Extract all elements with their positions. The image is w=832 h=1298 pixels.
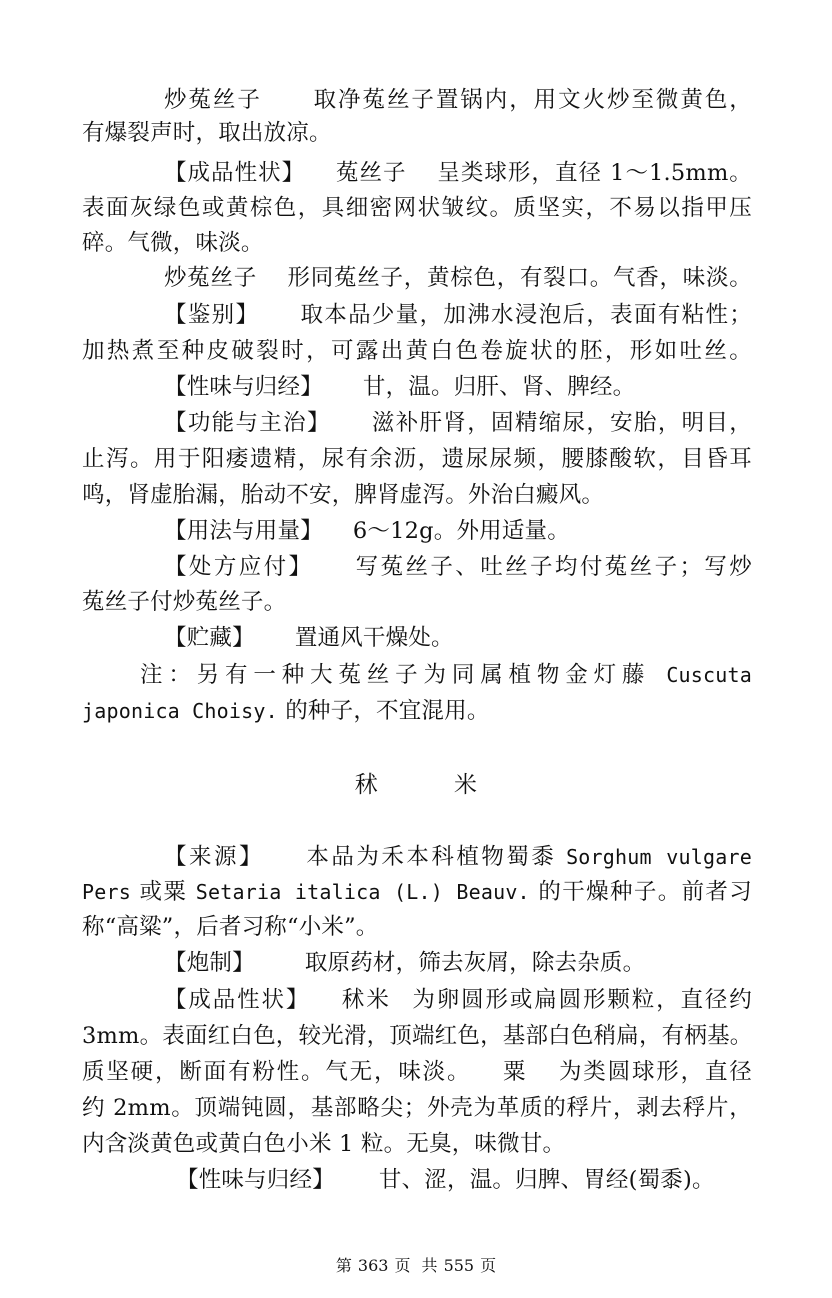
text-line: 内含淡黄色或黄白色小米 1 粒。无臭，味微甘。 [82,1131,566,1157]
text-line: 碎。气微，味淡。 [82,230,264,256]
text-line: 3mm。表面红白色，较光滑，顶端红色，基部白色稍扁，有柄基。 [82,1023,753,1049]
page-footer: 第 363 页 共 555 页 [335,1256,497,1275]
text-line: 【处方应付】 写菟丝子、吐丝子均付菟丝子；写炒 [164,554,752,580]
text-line: 【性味与归经】 甘、涩，温。归脾、胃经(蜀黍)。 [176,1167,715,1193]
text-line: 【性味与归经】 甘，温。归肝、肾、脾经。 [164,374,636,400]
text-line: 鸣，肾虚胎漏，胎动不安，脾肾虚泻。外治白癜风。 [82,482,605,508]
text-line: 【功能与主治】 滋补肝肾，固精缩尿，安胎，明目， [164,410,752,436]
text-line: 称“高粱”，后者习称“小米”。 [82,914,379,940]
text-line: 【来源】 本品为禾本科植物蜀黍 Sorghum vulgare [164,844,752,870]
text-line: 【成品性状】 秫米 为卵圆形或扁圆形颗粒，直径约 [164,987,752,1013]
text-line: 【鉴别】 取本品少量，加沸水浸泡后，表面有粘性； [164,302,752,328]
text-line: 菟丝子付炒菟丝子。 [82,589,287,615]
text-line: Pers 或粟 Setaria italica (L.) Beauv. 的干燥种子。前者习 [82,879,753,905]
page-total: 555 [443,1256,475,1275]
text-line: 【炮制】 取原药材，筛去灰屑，除去杂质。 [164,950,646,976]
text-line: 表面灰绿色或黄棕色，具细密网状皱纹。质坚实，不易以指甲压 [82,195,752,221]
text-line: 质坚硬，断面有粉性。气无，味淡。 粟 为类圆球形，直径 [82,1059,753,1085]
text-line: 【用法与用量】 6～12g。外用适量。 [164,518,570,544]
section-title: 秫 米 [355,772,477,798]
text-line: 【成品性状】 菟丝子 呈类球形，直径 1～1.5mm。 [164,160,753,186]
note-line: 注：另有一种大菟丝子为同属植物金灯藤 Cuscuta [140,662,752,688]
text-line: 约 2mm。顶端钝圆，基部略尖；外壳为革质的稃片，剥去稃片， [82,1095,752,1121]
text-line: 炒菟丝子 取净菟丝子置锅内，用文火炒至微黄色， [164,87,752,113]
text-line: 炒菟丝子 形同菟丝子，黄棕色，有裂口。气香，味淡。 [164,265,752,291]
text-line: 加热煮至种皮破裂时，可露出黄白色卷旋状的胚，形如吐丝。 [82,338,752,364]
note-line: japonica Choisy. 的种子，不宜混用。 [82,698,490,724]
page-number: 363 [357,1256,389,1275]
text-line: 【贮藏】 置通风干燥处。 [164,625,454,651]
text-line: 有爆裂声时，取出放凉。 [82,120,332,146]
text-line: 止泻。用于阳痿遗精，尿有余沥，遗尿尿频，腰膝酸软，目昏耳 [82,446,752,472]
